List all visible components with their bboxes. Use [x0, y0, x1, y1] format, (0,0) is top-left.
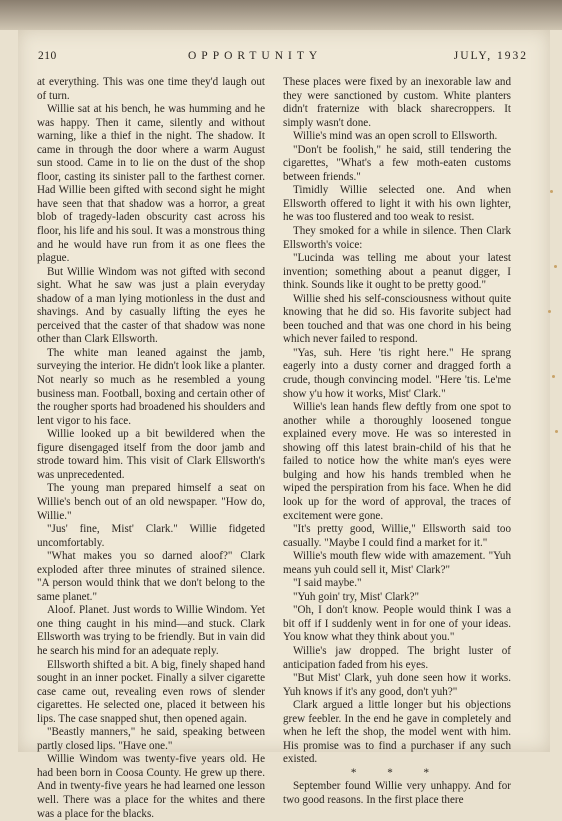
paragraph: Ellsworth shifted a bit. A big, finely shaped hand sought in an inner pocket. Finally a silver cigarette case came out, revealing even rows of slender cigarettes. He selected one, placed it between his lips. The case snapped shut, then opened again. — [37, 658, 265, 725]
paragraph: September found Willie very unhappy. And for two good reasons. In the first place there — [283, 780, 511, 806]
paragraph: Willie's mind was an open scroll to Ellsworth. — [293, 130, 498, 143]
paragraph: Willie's mouth flew wide with amazement. "Yuh means yuh could sell it, Mist' Clark?" — [283, 550, 511, 576]
paragraph: Willie sat at his bench, he was humming and he was happy. Then it came, silently and without warning, like a thief in the night. The shadow. It came in through the door where a warm August sun stood. Came in to lie on the dust of the shop floor, casting its sinister pall to the farthest corner. Had Willie been gifted with second sight he might have seen that that shadow was a horror, a great blob of tragedy-laden obscurity cast across his floor, his life and his soul. It was a monstrous thing and he would have run from it as one flees the plague. — [37, 103, 265, 265]
page-number: 210 — [38, 50, 57, 62]
page-edge-discoloration — [546, 170, 560, 470]
left-text-column — [37, 76, 265, 821]
paragraph: at everything. This was one time they'd laugh out of turn. — [37, 76, 265, 102]
issue-date: JULY, 1932 — [453, 50, 528, 62]
paragraph: "I said maybe." — [293, 577, 362, 590]
paragraph: "Jus' fine, Mist' Clark." Willie fidgeted uncomfortably. — [37, 523, 265, 549]
paragraph: But Willie Windom was not gifted with second sight. What he saw was just a plain everyday shadow of a man lying motionless in the dust and shavings. And by casually lifting the eyes he perceived that the caster of that shadow was none other than Clark Ellsworth. — [37, 265, 265, 346]
paragraph: The young man prepared himself a seat on Willie's bench out of an old newspaper. "How do, Willie." — [37, 482, 265, 522]
right-text-column — [283, 76, 511, 808]
paragraph: "But Mist' Clark, yuh done seen how it works. Yuh knows if it's any good, don't yuh?" — [283, 672, 511, 698]
paragraph: These places were fixed by an inexorable law and they were sanctioned by custom. White planters didn't fraternize with black sharecroppers. It simply wasn't done. — [283, 76, 511, 129]
paragraph: "Yas, suh. Here 'tis right here." He sprang eagerly into a dusty corner and dragged forth a crude, though convincing model. "Here 'tis. Le'me show y'u how it works, Mist' Clark." — [283, 346, 511, 400]
paragraph: The white man leaned against the jamb, surveying the interior. He didn't look like a planter. Not nearly so much as he resembled a young business man. Football, boxing and certain other of the rougher sports had broadened his shoulders and lent vigor to his face. — [37, 346, 265, 427]
section-break: * * * — [350, 766, 444, 779]
paragraph: Timidly Willie selected one. And when Ellsworth offered to light it with his own lighter, he was too flustered and too weak to resist. — [283, 184, 511, 224]
paragraph: "Yuh goin' try, Mist' Clark?" — [293, 590, 420, 603]
paragraph: "What makes you so darned aloof?" Clark exploded after three minutes of strained silence. "A person would think that we don't belong to the same planet." — [37, 550, 265, 603]
scan-top-border — [0, 0, 562, 30]
paragraph: Clark argued a little longer but his objections grew feebler. In the end he gave in completely and when he left the shop, the model went with him. His promise was to find a purchaser if any such existed. — [283, 699, 511, 766]
paragraph: "Lucinda was telling me about your latest invention; something about a peanut digger, I think. Sounds like it ought to be pretty good." — [283, 252, 511, 292]
paragraph: Willie's jaw dropped. The bright luster of anticipation faded from his eyes. — [283, 644, 511, 671]
paragraph: Aloof. Planet. Just words to Willie Windom. Yet one thing caught in his mind—and stuck. Clark Ellsworth was trying to be friendly. But in vain did he search his mind for an adequate reply. — [37, 604, 265, 657]
magazine-title: OPPORTUNITY — [188, 50, 323, 62]
paragraph: "Beastly manners," he said, speaking between partly closed lips. "Have one." — [37, 726, 265, 752]
page-header — [38, 50, 528, 66]
paragraph: Willie's lean hands flew deftly from one spot to another while a thoroughly loosened tongue explained every move. He was so interested in showing off this latest brain-child of his that he failed to notice how the white man's eyes were bulging and how his hands trembled when he wiped the perspiration from his face. When he did look up for the word of approval, the traces of excitement were gone. — [283, 401, 511, 522]
paragraph: Willie looked up a bit bewildered when the figure disengaged itself from the door jamb and strode toward him. This visit of Clark Ellsworth's was unprecedented. — [37, 428, 265, 481]
paragraph: Willie shed his self-consciousness without quite knowing that he did so. His favorite subject had been touched and that was one chord in his being which never failed to respond. — [283, 292, 511, 346]
paragraph: They smoked for a while in silence. Then Clark Ellsworth's voice: — [283, 225, 511, 251]
paragraph: "It's pretty good, Willie," Ellsworth said too casually. "Maybe I could find a market for it." — [283, 523, 511, 549]
paragraph: "Oh, I don't know. People would think I was a bit off if I suddenly went in for one of your ideas. You know what they think about you." — [283, 604, 511, 644]
paragraph: Willie Windom was twenty-five years old. He had been born in Coosa County. He grew up there. And in twenty-five years he had learned one lesson well. There was a place for the whites and there was a place for the blacks. — [37, 753, 265, 820]
paragraph: "Don't be foolish," he said, still tendering the cigarettes, "What's a few moth-eaten customs between friends." — [283, 143, 511, 183]
